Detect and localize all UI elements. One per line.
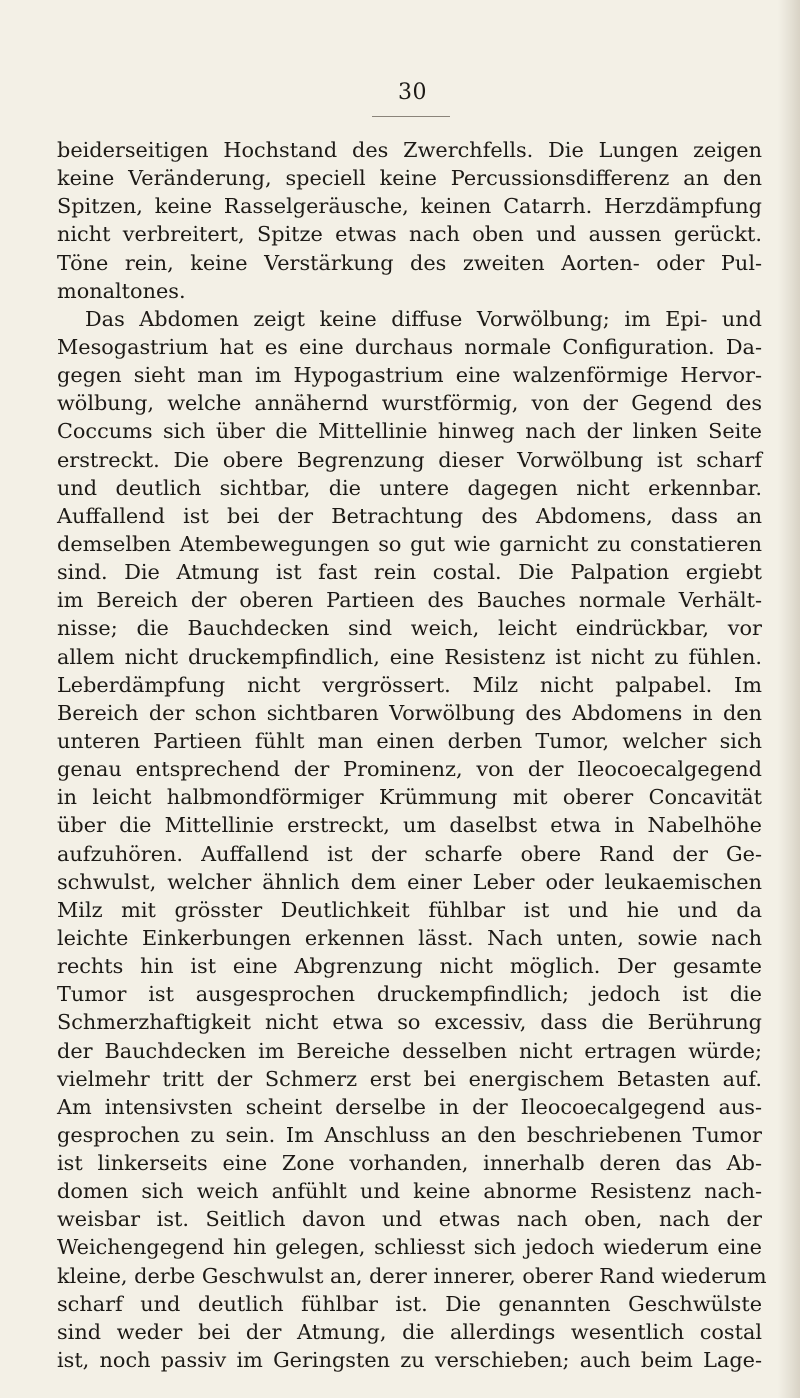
- text-line: Töne rein, keine Verstärkung des zweiten Aorten- oder Pul-: [57, 250, 762, 275]
- text-line: Am intensivsten scheint derselbe in der Ileocoecalgegend aus-: [57, 1094, 762, 1119]
- text-line: Leberdämpfung nicht vergrössert. Milz nicht palpabel. Im: [57, 672, 762, 697]
- text-line: aufzuhören. Auffallend ist der scharfe obere Rand der Ge-: [57, 841, 762, 866]
- text-line: genau entsprechend der Prominenz, von der Ileocoecalgegend: [57, 757, 762, 782]
- header-rule: [372, 116, 450, 117]
- text-line: sind weder bei der Atmung, die allerdings wesentlich costal: [57, 1319, 762, 1344]
- text-line: demselben Atembewegungen so gut wie garnicht zu constatieren: [57, 531, 762, 556]
- text-line: allem nicht druckempfindlich, eine Resistenz ist nicht zu fühlen.: [57, 644, 762, 669]
- text-line: ist linkerseits eine Zone vorhanden, innerhalb deren das Ab-: [57, 1151, 762, 1176]
- text-line: Auffallend ist bei der Betrachtung des Abdomens, dass an: [57, 503, 762, 528]
- text-line: Schmerzhaftigkeit nicht etwa so excessiv, dass die Berührung: [57, 1010, 762, 1035]
- text-line: Tumor ist ausgesprochen druckempfindlich; jedoch ist die: [57, 982, 762, 1007]
- text-line: Bereich der schon sichtbaren Vorwölbung des Abdomens in den: [57, 700, 762, 725]
- text-line: sind. Die Atmung ist fast rein costal. Die Palpation ergiebt: [57, 560, 762, 585]
- text-line: Coccums sich über die Mittellinie hinweg nach der linken Seite: [57, 419, 762, 444]
- text-line: über die Mittellinie erstreckt, um daselbst etwa in Nabelhöhe: [57, 813, 762, 838]
- text-line: Milz mit grösster Deutlichkeit fühlbar ist und hie und da: [57, 897, 762, 922]
- text-line: nicht verbreitert, Spitze etwas nach oben und aussen gerückt.: [57, 222, 762, 247]
- text-line: nisse; die Bauchdecken sind weich, leicht eindrückbar, vor: [57, 616, 762, 641]
- text-line: ist, noch passiv im Geringsten zu verschieben; auch beim Lage-: [57, 1348, 762, 1373]
- text-line: vielmehr tritt der Schmerz erst bei energischem Betasten auf.: [57, 1066, 762, 1091]
- text-line: gesprochen zu sein. Im Anschluss an den beschriebenen Tumor: [57, 1122, 762, 1147]
- text-line: keine Veränderung, speciell keine Percussionsdifferenz an den: [57, 166, 762, 191]
- text-line: scharf und deutlich fühlbar ist. Die genannten Geschwülste: [57, 1291, 762, 1316]
- text-line: in leicht halbmondförmiger Krümmung mit oberer Concavität: [57, 785, 762, 810]
- text-line: erstreckt. Die obere Begrenzung dieser Vorwölbung ist scharf: [57, 447, 762, 472]
- page-number: 30: [398, 80, 427, 105]
- text-line: unteren Partieen fühlt man einen derben Tumor, welcher sich: [57, 728, 762, 753]
- text-line: kleine, derbe Geschwulst an, derer innerer, oberer Rand wiederum: [57, 1263, 767, 1288]
- text-line: leichte Einkerbungen erkennen lässt. Nach unten, sowie nach: [57, 925, 762, 950]
- text-line: Weichengegend hin gelegen, schliesst sich jedoch wiederum eine: [57, 1235, 762, 1260]
- text-line: Mesogastrium hat es eine durchaus normale Configuration. Da-: [57, 334, 762, 359]
- text-line: monaltones.: [57, 278, 186, 303]
- page-edge-shadow: [778, 0, 800, 1398]
- text-line: Das Abdomen zeigt keine diffuse Vorwölbung; im Epi- und: [85, 306, 762, 331]
- text-line: weisbar ist. Seitlich davon und etwas nach oben, nach der: [57, 1207, 762, 1232]
- text-line: domen sich weich anfühlt und keine abnorme Resistenz nach-: [57, 1179, 762, 1204]
- body-text: [57, 136, 767, 1374]
- text-line: schwulst, welcher ähnlich dem einer Leber oder leukaemischen: [57, 869, 762, 894]
- text-line: der Bauchdecken im Bereiche desselben nicht ertragen würde;: [57, 1038, 762, 1063]
- text-line: wölbung, welche annähernd wurstförmig, von der Gegend des: [57, 391, 762, 416]
- text-line: beiderseitigen Hochstand des Zwerchfells. Die Lungen zeigen: [57, 138, 762, 162]
- text-line: rechts hin ist eine Abgrenzung nicht möglich. Der gesamte: [57, 954, 762, 979]
- text-line: und deutlich sichtbar, die untere dagegen nicht erkennbar.: [57, 475, 762, 500]
- text-line: gegen sieht man im Hypogastrium eine walzenförmige Hervor-: [57, 363, 762, 388]
- text-line: im Bereich der oberen Partieen des Bauches normale Verhält-: [57, 588, 762, 613]
- text-line: Spitzen, keine Rasselgeräusche, keinen Catarrh. Herzdämpfung: [57, 194, 762, 219]
